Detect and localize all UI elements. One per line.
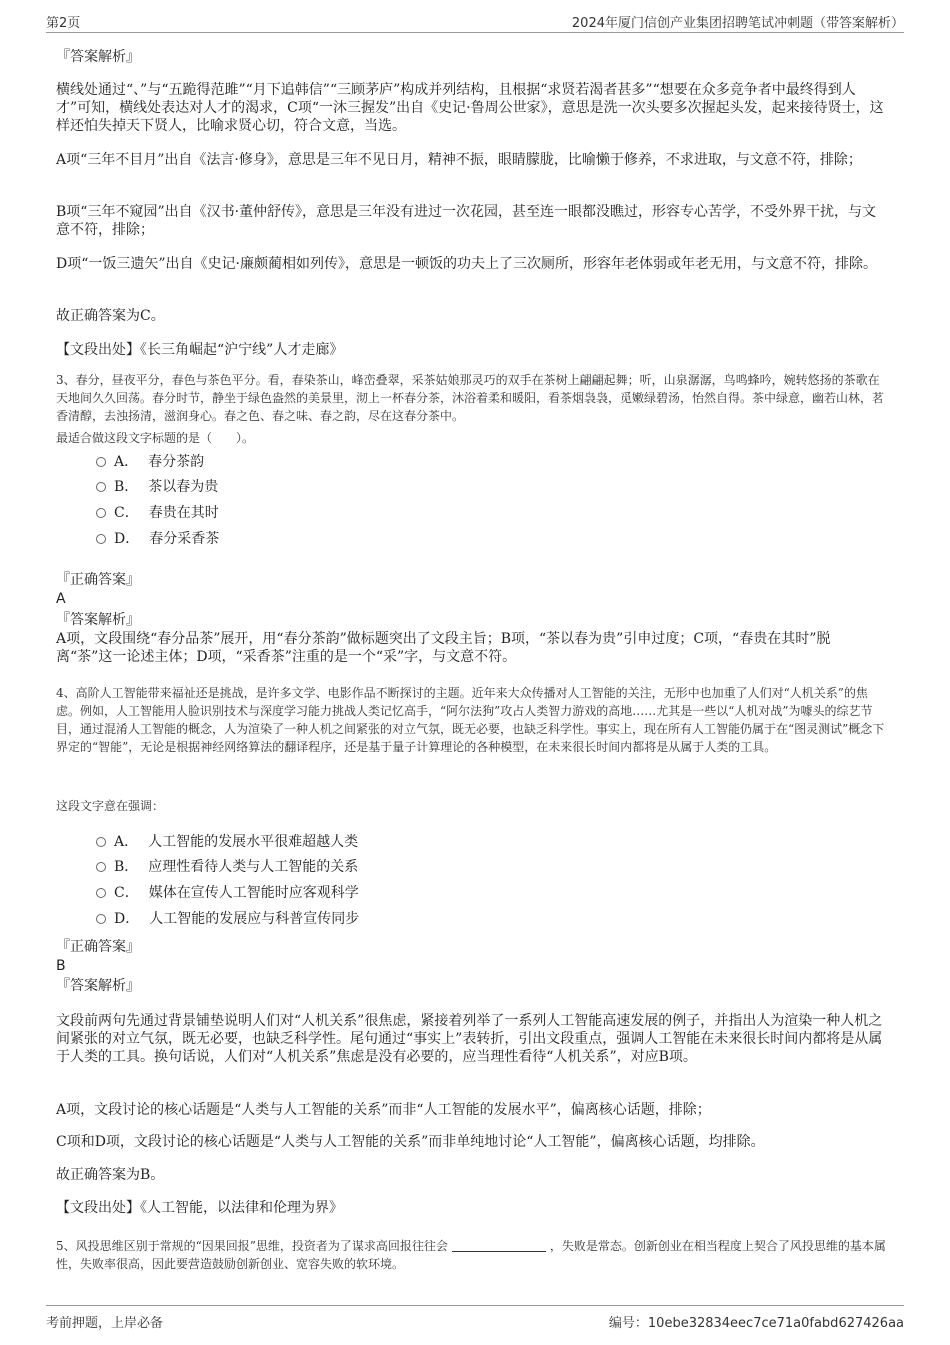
q3-option-a[interactable] — [96, 452, 204, 472]
q2-analysis-label: 『答案解析』 — [56, 49, 140, 65]
q5-stem-before: 5、风投思维区别于常规的“因果回报”思维，投资者为了谋求高回报往往会 — [56, 1239, 448, 1253]
option-text: 人工智能的发展水平很难超越人类 — [148, 834, 359, 850]
option-text: 春贵在其时 — [148, 505, 219, 521]
q3-answer: A — [56, 591, 66, 607]
q4-analysis-p1: 文段前两句先通过背景铺垫说明人们对“人机关系”很焦虑，紧接着列举了一系列人工智能高速发展的例子，并指出人为渲染一种人机之间紧张的对立气氛，既无必要，也缺乏科学性。尾句通过“事实上”表转折，引出文段重点，强调人工智能在未来很长时间内都将是从属于人类的工具。换句话说，人们对“人机关系”焦虑是没有必要的，应当理性看待“人机关系”，对应B项。 — [56, 1013, 883, 1065]
radio-icon[interactable] — [96, 837, 106, 847]
q4-analysis-p2: A项，文段讨论的核心话题是“人类与人工智能的关系”而非“人工智能的发展水平”，偏离核心话题，排除； — [56, 1102, 711, 1118]
q4-option-d[interactable] — [96, 909, 359, 929]
q2-analysis-p4: D项“一饭三遗矢”出自《史记·廉颇蔺相如列传》，意思是一顿饭的功夫上了三次厕所，形容年老体弱或年老无用，与文意不符，排除。 — [56, 256, 877, 272]
option-text: 春分采香茶 — [149, 531, 220, 547]
q5-stem-after: ，失败是常态。创新创业在相当程度上契合了风投思维的基本属性，失败率很高，因此要营造鼓励创新创业、宽容失败的软环境。 — [56, 1239, 886, 1271]
q3-analysis-label: 『答案解析』 — [56, 612, 140, 628]
q3-stem: 3、春分，昼夜平分，春色与茶色平分。看，春染茶山，峰峦叠翠，采茶姑娘那灵巧的双手在茶树上翩翩起舞；听，山泉潺潺，鸟鸣蜂吟，婉转悠扬的茶歌在天地间久久回荡。春分时节，静坐于绿色盎然的美景里，沏上一杯春分茶，沐浴着柔和暖阳，看茶烟袅袅，觅嫩绿碧汤，怡然自得。茶中绿意，幽若山林，茗香清醇，去浊扬清，滋润身心。春之色、春之味、春之韵，尽在这春分茶中。 — [56, 373, 885, 423]
q2-analysis-p2: A项“三年不目月”出自《法言·修身》，意思是三年不见日月，精神不振，眼睛朦胧，比喻懒于修养，不求进取，与文意不符，排除； — [56, 152, 862, 168]
q4-stem: 4、高阶人工智能带来福祉还是挑战，是许多文学、电影作品不断探讨的主题。近年来大众传播对人工智能的关注，无形中也加重了人们对“人机关系”的焦虑。例如，人工智能用人脸识别技术与深度学习能力挑战人类记忆高手，“阿尔法狗”攻占人类智力游戏的高地……尤其是一些以“人机对战”为噱头的综艺节目，通过混淆人工智能的概念，人为渲染了一种人机之间紧张的对立气氛，既无必要，也缺乏科学性。事实上，现在所有人工智能仍属于在“图灵测试”概念下界定的“智能”，无论是根据神经网络算法的翻译程序，还是基于量子计算理论的各种模型，在未来很长时间内都将是从属于人类的工具。 — [56, 686, 885, 754]
q4-source: 【文段出处】《人工智能，以法律和伦理为界》 — [56, 1200, 343, 1216]
option-key: A． — [114, 834, 139, 850]
q4-option-b[interactable] — [96, 857, 358, 877]
q4-analysis-p3: C项和D项，文段讨论的核心话题是“人类与人工智能的关系”而非单纯地讨论“人工智能”，偏离核心话题，均排除。 — [56, 1134, 765, 1150]
q2-source: 【文段出处】《长三角崛起“沪宁线”人才走廊》 — [56, 342, 344, 358]
option-key: D． — [114, 911, 140, 927]
radio-icon[interactable] — [96, 457, 106, 467]
q3-analysis: A项，文段围绕“春分品茶”展开，用“春分茶韵”做标题突出了文段主旨；B项，“茶以春为贵”引申过度；C项，“春贵在其时”脱离“茶”这一论述主体；D项，“采香茶”注重的是一个“采”字，与文意不符。 — [56, 631, 831, 665]
q2-analysis-p3: B项“三年不窥园”出自《汉书·董仲舒传》，意思是三年没有进过一次花园，甚至连一眼都没瞧过，形容专心苦学，不受外界干扰，与文意不符，排除； — [56, 204, 877, 238]
document-title: 2024年厦门信创产业集团招聘笔试冲刺题（带答案解析） — [571, 16, 904, 31]
q2-analysis-p1: 横线处通过“、”与“五跪得范雎”“月下追韩信”“三顾茅庐”构成并列结构，且根据“求贤若渴者甚多”“想要在众多竞争者中最终得到人才”可知，横线处表达对人才的渴求，C项“一沐三握发”出自《史记·鲁周公世家》，意思是洗一次头要多次握起头发，起来接待贤士，这样还怕失掉天下贤人，比喻求贤心切，符合文意，当选。 — [56, 82, 884, 134]
q4-option-c[interactable] — [96, 883, 359, 903]
q4-option-a[interactable] — [96, 832, 358, 852]
q3-option-d[interactable] — [96, 529, 219, 549]
footer-slogan: 考前押题，上岸必备 — [46, 1316, 164, 1331]
radio-icon[interactable] — [96, 888, 106, 898]
option-key: C． — [114, 885, 139, 901]
option-text: 人工智能的发展应与科普宣传同步 — [149, 911, 360, 927]
page-number: 第2页 — [46, 16, 81, 31]
option-text: 茶以春为贵 — [148, 479, 219, 495]
option-text: 应理性看待人类与人工智能的关系 — [148, 859, 359, 875]
option-text: 媒体在宣传人工智能时应客观科学 — [148, 885, 359, 901]
option-key: C． — [114, 505, 139, 521]
q3-option-b[interactable] — [96, 477, 218, 497]
q4-answer: B — [56, 958, 66, 974]
page-footer — [46, 1305, 904, 1330]
q4-answer-label: 『正确答案』 — [56, 939, 140, 955]
radio-icon[interactable] — [96, 482, 106, 492]
q4-analysis-label: 『答案解析』 — [56, 978, 140, 994]
option-key: B． — [114, 859, 139, 875]
option-key: B． — [114, 479, 139, 495]
q2-conclusion: 故正确答案为C。 — [56, 308, 165, 324]
q4-question: 这段文字意在强调： — [56, 799, 165, 813]
radio-icon[interactable] — [96, 534, 106, 544]
radio-icon[interactable] — [96, 508, 106, 518]
radio-icon[interactable] — [96, 862, 106, 872]
option-text: 春分茶韵 — [148, 454, 205, 470]
radio-icon[interactable] — [96, 914, 106, 924]
q3-answer-label: 『正确答案』 — [56, 572, 140, 588]
option-key: D． — [114, 531, 140, 547]
option-key: A． — [114, 454, 139, 470]
q4-conclusion: 故正确答案为B。 — [56, 1167, 165, 1183]
q3-option-c[interactable] — [96, 503, 219, 523]
q5-stem — [56, 1237, 886, 1273]
q3-question: 最适合做这段文字标题的是（ ）。 — [56, 431, 255, 445]
document-id: 编号：10ebe32834eec7ce71a0fabd627426aa — [608, 1316, 904, 1331]
page-header — [46, 10, 904, 33]
fill-blank — [452, 1239, 546, 1252]
